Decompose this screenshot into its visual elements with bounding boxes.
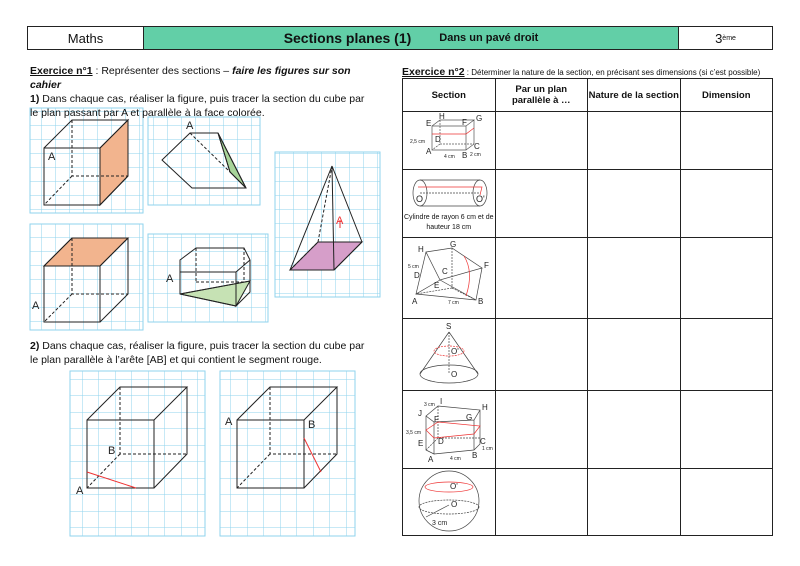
figure-label: O: [450, 500, 457, 509]
figure-label: 3 cm: [431, 520, 447, 527]
cube-figure-7: [220, 371, 355, 536]
header-section: Section: [403, 79, 496, 112]
section-figure-prism: [403, 391, 496, 469]
answer-cell[interactable]: [588, 391, 681, 469]
figure-label: H: [417, 245, 424, 254]
figure-label: 5 cm: [407, 264, 419, 270]
answer-cell[interactable]: [495, 112, 588, 170]
answer-cell[interactable]: [680, 170, 773, 238]
label-a: A: [336, 215, 344, 227]
ex2-instruction: : Déterminer la nature de la section, en précisant ses dimensions (si c’est possible): [464, 68, 761, 77]
level-number: 3: [715, 30, 723, 46]
figure-label: E: [417, 438, 424, 448]
figure-label: F: [461, 118, 467, 127]
label-a: A: [32, 300, 40, 312]
section-figure-box: [403, 112, 496, 170]
figure-label: 4 cm: [449, 455, 461, 462]
figure-label: C: [441, 267, 448, 276]
table-row: [403, 112, 773, 170]
table-row: [403, 170, 773, 238]
figure-label: S: [445, 321, 452, 331]
cube-figure-4: [30, 224, 143, 330]
answer-cell[interactable]: [588, 238, 681, 319]
figure-label: G: [465, 412, 472, 422]
q1-text: Dans chaque cas, réaliser la figure, puis tracer la section du cube par le plan passant par A et parallèle à la face colorée.: [30, 93, 365, 119]
answer-cell[interactable]: [680, 238, 773, 319]
figure-label: B: [471, 450, 478, 460]
figure-label: D: [437, 436, 444, 446]
cylinder-caption: Cylindre de rayon 6 cm et de hauteur 18 cm: [404, 213, 494, 231]
answer-cell[interactable]: [588, 170, 681, 238]
box2-figure: [404, 238, 494, 316]
label-b: B: [108, 445, 116, 457]
cylinder-figure: [404, 175, 494, 211]
figure-label: O': [449, 482, 458, 491]
answer-cell[interactable]: [680, 319, 773, 391]
label-a: A: [166, 273, 174, 285]
header-dimension: Dimension: [680, 79, 773, 112]
figure-label: C: [479, 436, 486, 446]
figure-label: E: [425, 119, 432, 128]
figure-label: 7 cm: [447, 300, 459, 306]
section-figure-cylinder: [403, 170, 496, 238]
figure-label: A: [427, 454, 434, 464]
q2-text: Dans chaque cas, réaliser la figure, puis tracer la section du cube par le plan parallèle à l’arête [AB] et qui contient le segment rouge.: [30, 340, 365, 366]
table-row: [403, 238, 773, 319]
figure-label: 4 cm: [443, 154, 455, 160]
label-a: A: [225, 416, 233, 428]
answer-cell[interactable]: [588, 469, 681, 536]
sections-table: [402, 78, 773, 536]
figure-label: B: [461, 151, 468, 160]
exercise-2-intro: [402, 66, 760, 78]
section-figure-box2: [403, 238, 496, 319]
figure-label: H: [438, 112, 445, 121]
answer-cell[interactable]: [588, 112, 681, 170]
header-nature: Nature de la section: [588, 79, 681, 112]
figure-label: E: [433, 281, 440, 290]
table-row: [403, 469, 773, 536]
figure-label: A: [411, 297, 418, 306]
section-figure-sphere: [403, 469, 496, 536]
figure-label: J: [417, 408, 422, 418]
figure-label: F: [433, 414, 439, 424]
answer-cell[interactable]: [495, 469, 588, 536]
figure-label: 3 cm: [423, 401, 435, 408]
level-sup: ème: [722, 34, 736, 42]
label-a: A: [48, 151, 56, 163]
label-a: A: [186, 120, 194, 132]
box-figure: [404, 112, 494, 167]
figure-label: O': [450, 346, 459, 356]
figure-label: O': [475, 193, 485, 204]
prism-figure: [404, 392, 494, 466]
ex1-intro-em: faire les figures sur son cahier: [30, 65, 351, 91]
exercise-2-title: Exercice n°2: [402, 66, 465, 78]
answer-cell[interactable]: [680, 469, 773, 536]
pyramid-figure-3: [275, 152, 380, 297]
answer-cell[interactable]: [495, 391, 588, 469]
page-subtitle: Dans un pavé droit: [439, 32, 539, 44]
exercise-1-intro: [30, 64, 370, 120]
ex1-intro: : Représenter des sections –: [92, 65, 233, 77]
answer-cell[interactable]: [680, 391, 773, 469]
label-a: A: [76, 485, 84, 497]
answer-cell[interactable]: [495, 319, 588, 391]
cone-figure: [404, 320, 494, 388]
figure-label: D: [413, 271, 420, 280]
answer-cell[interactable]: [495, 170, 588, 238]
figure-label: C: [473, 142, 480, 151]
figure-label: F: [483, 261, 489, 270]
figure-label: O: [415, 193, 423, 204]
figure-label: D: [434, 135, 441, 144]
prism-figure-2: [148, 117, 260, 205]
figure-label: O: [450, 369, 457, 379]
figure-label: 3,5 cm: [405, 429, 421, 436]
table-row: [403, 319, 773, 391]
header-plane: Par un plan parallèle à …: [495, 79, 588, 112]
cube-figure-1: [30, 108, 143, 213]
q2-number: 2): [30, 340, 40, 352]
question-2: [30, 339, 370, 367]
answer-cell[interactable]: [680, 112, 773, 170]
answer-cell[interactable]: [495, 238, 588, 319]
figure-label: B: [477, 297, 484, 306]
subject: Maths: [28, 27, 144, 49]
label-b: B: [308, 419, 316, 431]
cube-figure-6: [70, 371, 205, 536]
table-header-row: [403, 79, 773, 112]
sphere-figure: [404, 469, 494, 533]
figure-label: 2,5 cm: [409, 139, 425, 145]
figure-label: A: [425, 147, 432, 156]
section-figure-cone: [403, 319, 496, 391]
figure-label: G: [449, 240, 456, 249]
page-title: Sections planes (1): [283, 30, 412, 46]
figure-label: G: [475, 114, 482, 123]
q1-number: 1): [30, 93, 40, 105]
figure-label: 2 cm: [469, 152, 481, 158]
figure-label: 1 cm: [481, 445, 493, 452]
level: [679, 27, 772, 49]
exercise-1-title: Exercice n°1: [30, 65, 93, 77]
table-row: [403, 391, 773, 469]
figure-label: I: [439, 396, 442, 406]
answer-cell[interactable]: [588, 319, 681, 391]
figure-label: H: [481, 402, 488, 412]
